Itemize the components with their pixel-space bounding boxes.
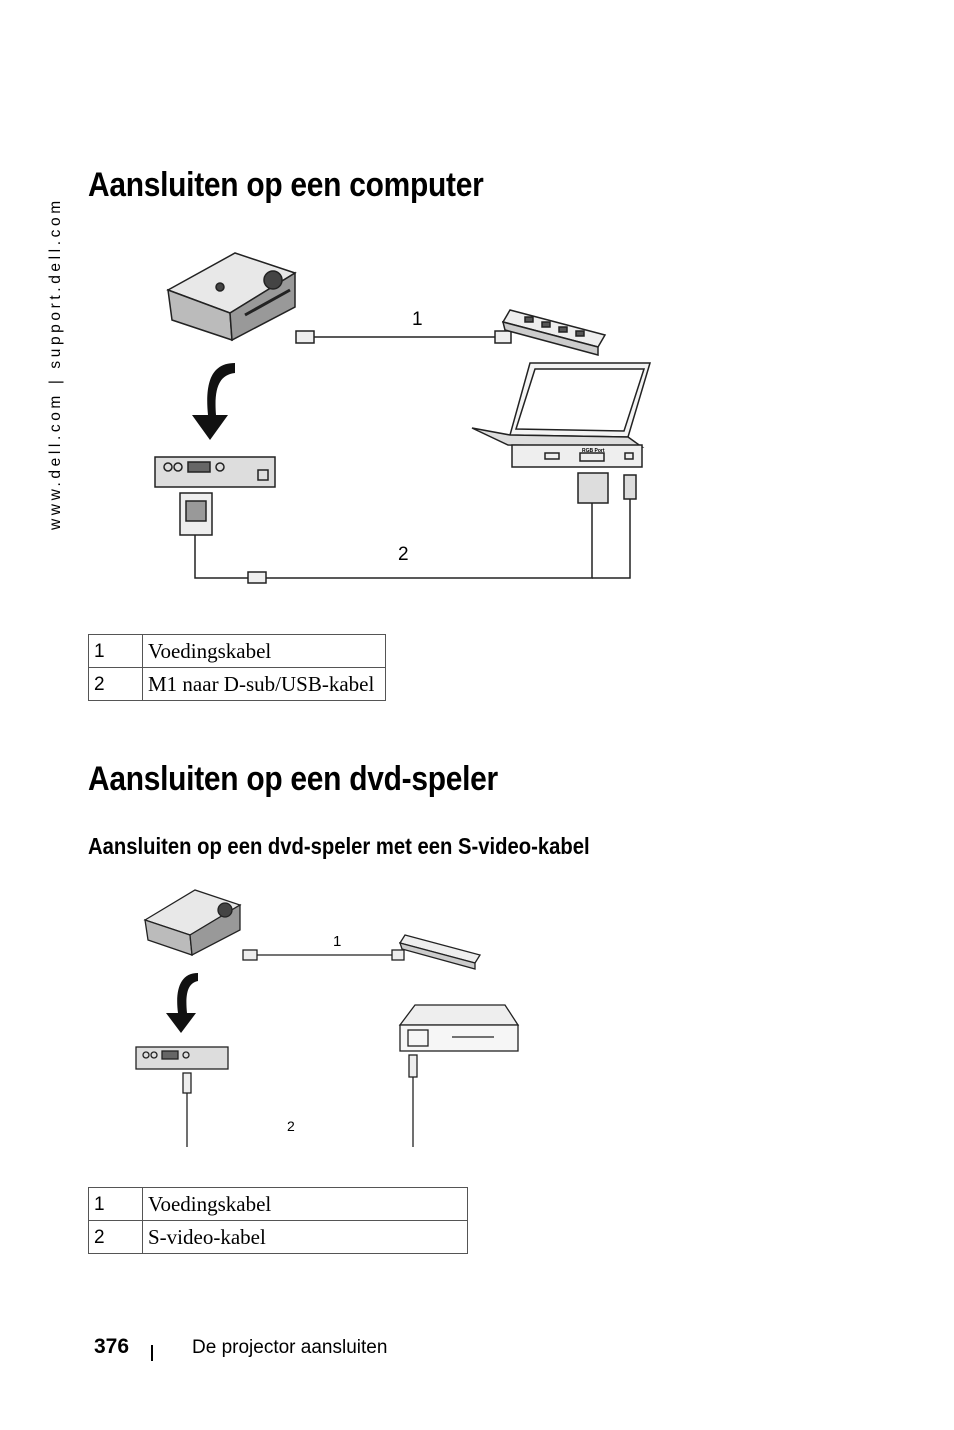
label-laptop-port: RGB Port [582, 448, 605, 454]
table-row [89, 1188, 468, 1221]
legend-number: 1 [89, 1188, 143, 1221]
legend-text: S-video-kabel [143, 1221, 468, 1254]
projector-illustration [145, 890, 240, 955]
table-row [89, 635, 386, 668]
dvd-connection-diagram [130, 885, 530, 1150]
legend-text: Voedingskabel [143, 635, 386, 668]
projector-rear-panel [136, 1047, 228, 1069]
label-power-cable: 1 [333, 933, 342, 950]
power-strip-illustration [503, 310, 605, 355]
projector-rear-panel [155, 457, 275, 487]
table-row [89, 668, 386, 701]
label-power-cable: 1 [412, 309, 423, 330]
computer-connection-diagram [150, 245, 660, 590]
legend-number: 1 [89, 635, 143, 668]
arrow-down-icon [166, 973, 198, 1033]
section-title-computer: Aansluiten op een computer [88, 166, 484, 204]
laptop-illustration [472, 363, 650, 467]
label-svideo-cable: 2 [287, 1118, 295, 1134]
page-number: 376 [94, 1335, 130, 1358]
label-m1-cable: 2 [398, 544, 409, 565]
legend-number: 2 [89, 1221, 143, 1254]
legend-number: 2 [89, 668, 143, 701]
arrow-down-icon [192, 363, 235, 440]
power-strip-illustration [400, 935, 480, 969]
table-row [89, 1221, 468, 1254]
legend-table-dvd [88, 1187, 468, 1254]
legend-table-computer [88, 634, 386, 701]
legend-text: Voedingskabel [143, 1188, 468, 1221]
legend-text: M1 naar D-sub/USB-kabel [143, 668, 386, 701]
section-title-dvd: Aansluiten op een dvd-speler [88, 760, 498, 798]
footer-chapter-title: De projector aansluiten [192, 1337, 388, 1358]
dvd-player-illustration [400, 1005, 518, 1051]
projector-illustration [168, 253, 295, 340]
side-url: www.dell.com | support.dell.com [47, 197, 64, 530]
footer-divider [151, 1345, 153, 1361]
section-subtitle-svideo: Aansluiten op een dvd-speler met een S-video-kabel [88, 833, 590, 859]
